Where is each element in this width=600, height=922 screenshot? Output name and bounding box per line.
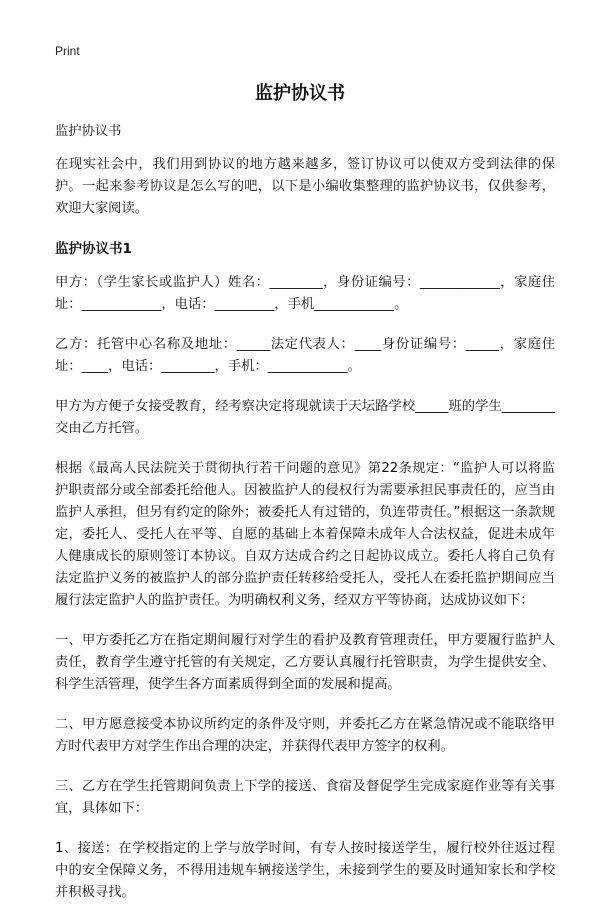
party-b-paragraph: 乙方：托管中心名称及地址：_____法定代表人：____身份证编号：_____，家庭住址：____，电话：________，手机：____________。 bbox=[55, 337, 555, 374]
page-title: 监护协议书 bbox=[255, 83, 345, 104]
legal-basis-paragraph: 根据《最高人民法院关于贯彻执行若干问题的意见》第22条规定：“监护人可以将监护职责部分或全部委托给他人。因被监护人的侵权行为需要承担民事责任的，应当由监护人承担，但另有约定的除外；被委托人有过错的，负连带责任。”根据这一条款规定，委托人、受托人在平等、自愿的基础上本着保障未成年人合法权益，促进未成年人健康成长的原则签订本协议。自双方达成合约之日起协议成立。委托人将自己负有法定监护义务的被监护人的部分监护责任转移给受托人，受托人在委托监护期间应当履行法定监护人的监护责任。为明确权利义务，经双方平等协商，达成协议如下： bbox=[55, 461, 555, 608]
party-a-paragraph: 甲方：（学生家长或监护人）姓名：________，身份证编号：____________，家庭住址：____________，电话：_________，手机____________。 bbox=[55, 275, 555, 312]
clause-3-paragraph: 三、乙方在学生托管期间负责上下学的接送、食宿及督促学生完成家庭作业等有关事宜，具体如下： bbox=[55, 779, 555, 816]
print-link[interactable]: Print bbox=[55, 44, 80, 58]
clause-3-1-paragraph: 1、接送：在学校指定的上学与放学时间，有专人按时接送学生，履行校外往返过程中的安全保障义务，不得用违规车辆接送学生，未接到学生的要及时通知家长和学校并积极寻找。 bbox=[55, 841, 555, 900]
clause-1-paragraph: 一、甲方委托乙方在指定期间履行对学生的看护及教育管理责任，甲方要履行监护人责任，教育学生遵守托管的有关规定，乙方要认真履行托管职责，为学生提供安全、科学生活管理，使学生各方面素质得到全面的发展和提高。 bbox=[55, 633, 555, 692]
enrollment-paragraph: 甲方为方便子女接受教育，经考察决定将现就读于天坛路学校_____班的学生________交由乙方托管。 bbox=[55, 399, 555, 436]
document-body bbox=[55, 121, 555, 922]
clause-2-paragraph: 二、甲方愿意接受本协议所约定的条件及守则，并委托乙方在紧急情况或不能联络甲方时代表甲方对学生作出合理的决定，并获得代表甲方签字的权利。 bbox=[55, 717, 555, 754]
document-subtitle: 监护协议书 bbox=[55, 124, 122, 139]
section-heading: 监护协议书1 bbox=[55, 241, 132, 257]
intro-paragraph: 在现实社会中，我们用到协议的地方越来越多，签订协议可以使双方受到法律的保护。一起来参考协议是怎么写的吧，以下是小编收集整理的监护协议书，仅供参考，欢迎大家阅读。 bbox=[55, 157, 555, 216]
